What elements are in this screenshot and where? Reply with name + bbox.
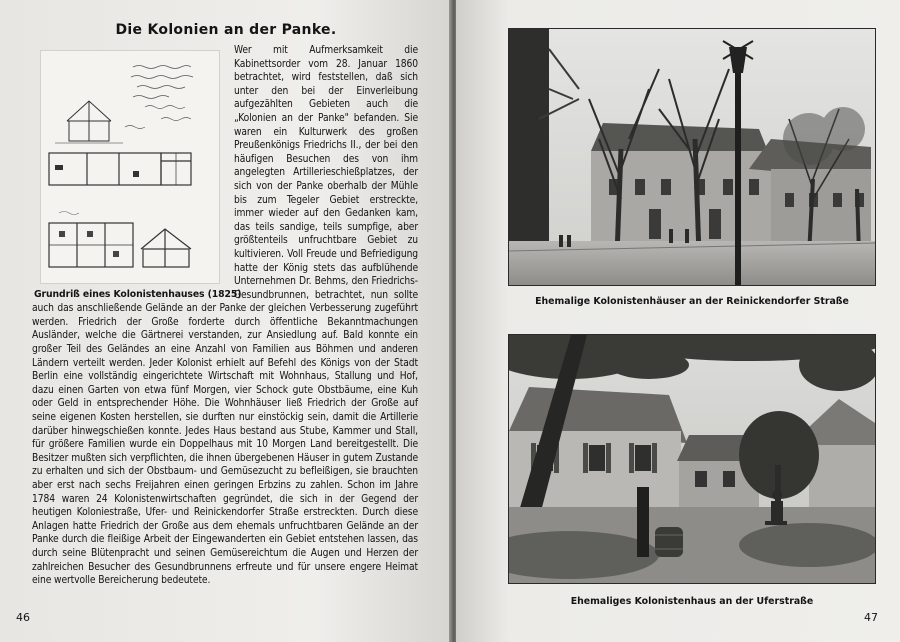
photo-reinickendorfer-strasse [508, 28, 876, 286]
page-number-right: 47 [864, 611, 878, 624]
floor-plan-illustration [41, 51, 219, 283]
street-photo [509, 29, 875, 285]
figure-caption: Grundriß eines Kolonistenhauses (1825) [34, 289, 242, 300]
photo-caption-1: Ehemalige Kolonistenhäuser an der Reinickendorfer Straße [535, 296, 849, 307]
floor-plan-drawing [40, 50, 220, 284]
house-photo [509, 335, 875, 583]
article-paragraph: Wer mit Aufmerksamkeit die Kabinettsorder vom 28. Januar 1860 betrachtet, wird feststellen, daß sich unter den bei der Einverleibung aufgezählten Gebieten auch die „Kolonien an der Panke" befanden. Sie waren ein Kulturwerk des großen Preußenkönigs Friedrichs II., der bei den häufigen Besuchen des von ihm angelegten Artillerieschießplatzes, der sich von der Panke oberhalb der Mühle bis zum Tegeler Gebiet erstreckte, immer wieder auf den Gedanken kam, das teils sandige, teils sumpfige, aber größtenteils unfruchtbare Gebiet zu kultivieren. Voll Freude und Befriedigung hatte der König stets das aufblühende Unternehmen Dr. Behms, den Friedrichs-Gesundbrunnen, betrachtet, nun sollte auch das anschließende Gelände an der Panke der gleichen Verbesserung zugeführt werden. Friedrich der Große forderte durch öffentliche Bekanntmachungen Ausländer, welche die Gärtnerei verstanden, zur Ansiedlung auf. Bald konnte ein großer Teil des Geländes an eine Anzahl von Familien aus Böhmen und anderen Ländern verteilt werden. Jeder Kolonist erhielt auf Befehl des Königs von der Stadt Berlin eine vollständig eingerichtete Wirtschaft mit Wohnhaus, Stallung und Hof, dazu einen Garten von etwa fünf Morgen, vier Schock gute Obstbäume, eine Kuh oder Geld in entsprechender Höhe. Die Wohnhäuser ließ Friedrich der Große auf seine eigenen Kosten herstellen, sie durften nur einstöckig sein, damit die Artillerie darüber hinwegschießen konnte. Jedes Haus bestand aus Stube, Kammer und Stall, für größere Familien wurde ein Doppelhaus mit 10 Morgen Land bereitgestellt. Die Besitzer mußten sich verpflichten, die ihnen übergebenen Häuser in gutem Zustande zu erhalten und sich der Obstbaum- und Gemüsezucht zu befleißigen, sie brauchten aber erst nach sechs Freijahren einen geringen Erbzins zu zahlen. Schon im Jahre 1784 waren 24 Kolonistenwirtschaften gegründet, die sich in der Gegend der heutigen Koloniestraße, Ufer- und Reinickendorfer Straße erstreckten. Durch diese Anlagen hatte Friedrich der Große aus dem ehemals unfruchtbaren Gelände an der Panke durch die fleißige Arbeit der Eingewanderten ein Gebiet entstehen lassen, das durch seine Blütenpracht und seinen Gemüsereichtum die Augen und Herzen der zahlreichen Besucher des Gesundbrunnens erfreute und für unsere engere Heimat eine wertvolle Bereicherung bedeutete. [32, 45, 418, 587]
floor-plan-figure [34, 50, 242, 300]
page-number-left: 46 [16, 611, 30, 624]
page-title: Die Kolonien an der Panke. [115, 22, 337, 38]
article-body [32, 44, 418, 588]
right-page [456, 0, 900, 642]
photo-caption-2: Ehemaliges Kolonistenhaus an der Uferstraße [570, 596, 814, 607]
photo-uferstrasse [508, 334, 876, 584]
